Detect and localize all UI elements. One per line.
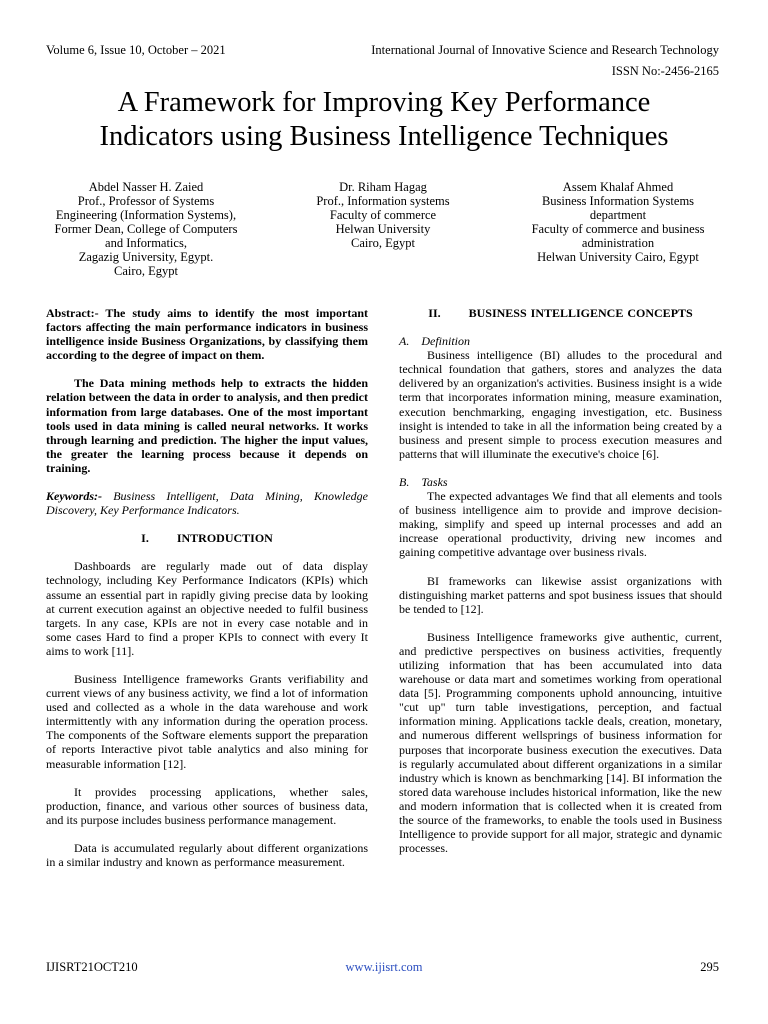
abstract-paragraph-1: Abstract:- The study aims to identify the most important factors affecting the main performance indicators in business intelligence inside Business Organizations, by classifying them according to the degree of impact on them. <box>46 306 368 363</box>
author-line: Faculty of commerce <box>329 208 437 222</box>
intro-paragraph: Business Intelligence frameworks Grants verifiability and current views of any business activity, we find a lot of information used and collected as a whole in the data warehouse and work intermittently with any information during the operation process. The components of the Software elements support the preparation of reports Interactive pivot table analytics and also mining for measurable information [12]. <box>46 671 368 771</box>
intro-paragraph: Data is accumulated regularly about different organizations in a similar industry and known as performance measurement. <box>46 840 368 869</box>
author-line: Helwan University Cairo, Egypt <box>537 250 699 264</box>
keywords <box>46 489 368 517</box>
definition-paragraph: Business intelligence (BI) alludes to the procedural and technical foundation that gathers, stores and analyzes the data delivered by an organization's activities. Business insight is a wide term that incorporates information mining, measure examination, execution benchmarking, engaging investigation, etc. Business insight is intended to take in all the information being created by a business and present simple to process execution measures and patterns that will illuminate the executive's choice [6]. <box>399 348 722 461</box>
section-number: II. <box>428 306 441 320</box>
section-number: I. <box>141 531 149 546</box>
title-line-1: A Framework for Improving Key Performance <box>117 87 651 118</box>
tasks-paragraph: The expected advantages We find that all elements and tools of business intelligence aim to provide and improve decision-making, simplify and speed up internal processes and add an increase operational productivity, driving new incomes and gaining competitive advantage over business rivals. <box>399 489 722 560</box>
author-line: department <box>589 208 647 222</box>
author-line: Prof., Professor of Systems <box>77 194 215 208</box>
author-3 <box>518 180 718 264</box>
author-line: Cairo, Egypt <box>351 236 415 250</box>
section-title: INTRODUCTION <box>176 531 273 546</box>
author-line: Prof., Information systems <box>316 194 450 208</box>
section-title: BUSINESS INTELLIGENCE CONCEPTS <box>468 306 693 320</box>
issn: ISSN No:-2456-2165 <box>611 64 719 78</box>
tasks-paragraph: Business Intelligence frameworks give authentic, current, and predictive perspectives on business activities, frequently utilizing information that has been accumulated into data warehouse or data mart and sometimes working from operational data [5]. Programming components uphold announcing, intuitive "cut up" turn table investigations, perception, and factual information mining. Applications tackle deals, creation, monetary, and numerous different wellsprings of business information for purposes that incorporate business execution the executives. Data is regularly accumulated about different organizations in a similar industry which is known as benchmarking [14]. BI information the stored data warehouse includes historical information, like the new and modern information that is collected when it is created from the source of the frameworks, to enable the tools used in Business Intelligence to provide support for all major, strategic and dynamic processes. <box>399 629 722 856</box>
journal-name: International Journal of Innovative Science and Research Technology <box>371 43 719 57</box>
subsection-letter: A. <box>399 334 410 349</box>
tasks-paragraph: BI frameworks can likewise assist organizations with distinguishing market patterns and spot business issues that should be tended to [12]. <box>399 573 722 616</box>
author-line: Business Information Systems <box>541 194 695 208</box>
subsection-heading-tasks <box>399 475 722 489</box>
keywords-label: Keywords:- <box>46 489 102 504</box>
author-line: Helwan University <box>335 222 431 236</box>
subsection-heading-definition <box>399 334 722 348</box>
paper-title <box>30 86 738 154</box>
author-line: and Informatics, <box>105 236 187 250</box>
author-2 <box>298 180 468 250</box>
keywords-text: Business Intelligent, Data Mining, Knowledge Discovery, Key Performance Indicators. <box>46 489 368 518</box>
page-number: 295 <box>700 960 719 974</box>
author-1 <box>46 180 246 278</box>
author-line: Abdel Nasser H. Zaied <box>88 180 204 194</box>
section-heading-bi-concepts <box>399 306 722 320</box>
title-line-2: Indicators using Business Intelligence Techniques <box>99 121 669 152</box>
author-line: Zagazig University, Egypt. <box>78 250 214 264</box>
intro-paragraph: It provides processing applications, whether sales, production, finance, and various other sources of business data, and its purpose includes business performance management. <box>46 784 368 827</box>
journal-website-link[interactable]: www.ijisrt.com <box>345 960 423 974</box>
subsection-letter: B. <box>399 474 410 489</box>
subsection-title: Definition <box>421 334 471 349</box>
volume-info: Volume 6, Issue 10, October – 2021 <box>46 43 226 57</box>
author-line: administration <box>581 236 655 250</box>
left-column <box>46 306 368 883</box>
author-line: Cairo, Egypt <box>114 264 178 278</box>
subsection-title: Tasks <box>421 474 448 489</box>
section-heading-introduction <box>46 531 368 545</box>
author-line: Faculty of commerce and business <box>531 222 705 236</box>
paper-id: IJISRT21OCT210 <box>46 960 138 974</box>
abstract-paragraph-2: The Data mining methods help to extracts the hidden relation between the data in order to analysis, and then predict information from large databases. One of the most important tools used in data mining is called neural networks. It works through learning and prediction. The higher the input values, the greater the learning process because it depends on training. <box>46 376 368 475</box>
author-line: Engineering (Information Systems), <box>55 208 237 222</box>
intro-paragraph: Dashboards are regularly made out of data display technology, including Key Performance Indicators (KPIs) which assume an essential part in rapidly giving precise data by looking at current execution against an objective needed to fulfil business targets. In any case, KPIs are not in every case notable and in some cases Hard to find a proper KPIs to connect with every It aims to work [11]. <box>46 559 368 658</box>
right-column <box>399 306 722 869</box>
author-line: Assem Khalaf Ahmed <box>562 180 674 194</box>
author-line: Former Dean, College of Computers <box>54 222 238 236</box>
author-line: Dr. Riham Hagag <box>339 180 427 194</box>
